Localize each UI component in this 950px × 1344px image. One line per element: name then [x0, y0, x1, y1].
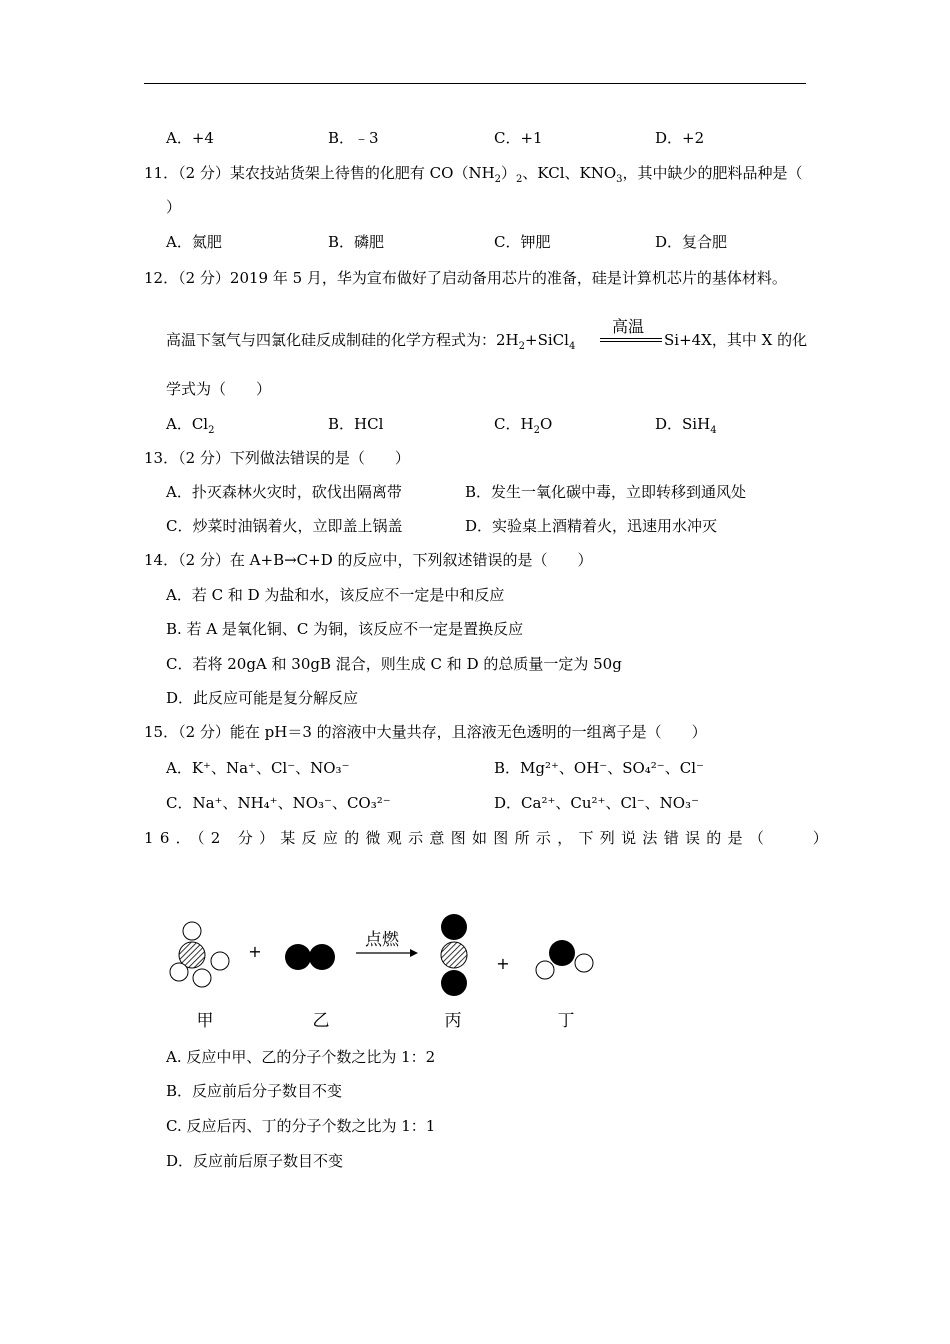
q14-stem: 14．（2 分）在 A+B→C+D 的反应中，下列叙述错误的是（ ）	[144, 551, 593, 569]
q16-option-b: B．反应前后分子数目不变	[166, 1082, 343, 1100]
molecule-bing	[441, 914, 467, 996]
q12-stem: 12．（2 分）2019 年 5 月，华为宣布做好了启动备用芯片的准备，硅是计算机芯片的基体材料。	[144, 269, 787, 287]
reaction-micro-diagram	[160, 905, 620, 1035]
q13-option-a: A．扑灭森林火灾时，砍伐出隔离带	[166, 483, 402, 501]
q13-option-d: D．实验桌上酒精着火，迅速用水冲灭	[465, 517, 718, 535]
label-yi: 乙	[312, 1011, 330, 1031]
molecule-yi	[285, 944, 335, 970]
plus-sign-2: +	[496, 954, 510, 973]
q12-option-c: C．$H_2O$	[494, 415, 553, 436]
q11-option-a: A．氮肥	[166, 233, 222, 251]
q12-stem-cont: 学式为（ ）	[166, 380, 272, 398]
header-rule	[144, 83, 806, 84]
q12-equation-right: Si+4X，其中 X 的化	[664, 331, 808, 349]
q11-stem-cont: ）	[166, 198, 182, 216]
label-jia: 甲	[196, 1011, 214, 1031]
q12-option-a: A．$Cl_2$	[166, 415, 215, 436]
q12-equation-left: 高温下氢气与四氯化硅反成制硅的化学方程式为：$2H_2+SiCl_4$	[166, 331, 576, 352]
q12-option-d: D．SiH$_4$	[655, 415, 717, 436]
molecule-jia	[170, 922, 229, 987]
q15-stem: 15．（2 分）能在 pH＝3 的溶液中大量共存，且溶液无色透明的一组离子是（ ）	[144, 723, 707, 741]
q14-option-d: D．此反应可能是复分解反应	[166, 689, 359, 707]
q14-option-a: A．若 C 和 D 为盐和水，该反应不一定是中和反应	[166, 586, 505, 604]
q11-stem: 11．（2 分）某农技站货架上待售的化肥有 $CO(NH_2)_2$、KCl、$KNO_3$，其中缺少的肥料品种是（	[144, 164, 803, 185]
q14-option-c: C．若将 20gA 和 30gB 混合，则生成 C 和 D 的总质量一定为 50g	[166, 655, 622, 673]
label-ding: 丁	[557, 1011, 575, 1031]
q10-option-c: C．+1	[494, 129, 543, 147]
q15-option-d: D．Ca²⁺、Cu²⁺、Cl⁻、NO₃⁻	[494, 794, 699, 812]
label-bing: 丙	[444, 1011, 462, 1031]
q14-option-b: B. 若 A 是氧化铜、C 为铜，该反应不一定是置换反应	[166, 620, 524, 638]
q13-option-c: C．炒菜时油锅着火，立即盖上锅盖	[166, 517, 403, 535]
q16-option-c: C. 反应后丙、丁的分子个数之比为 1：1	[166, 1117, 436, 1135]
plus-sign-1: +	[248, 942, 262, 961]
q13-option-b: B．发生一氧化碳中毒，立即转移到通风处	[465, 483, 747, 501]
reaction-arrow	[356, 949, 418, 957]
q12-option-b: B．HCl	[328, 415, 384, 433]
reaction-condition: 高温	[612, 317, 645, 336]
q10-option-a: A．+4	[166, 129, 214, 147]
q11-option-d: D．复合肥	[655, 233, 728, 251]
q13-stem: 13．（2 分）下列做法错误的是（ ）	[144, 449, 410, 467]
arrow-label: 点燃	[365, 930, 399, 950]
q15-option-a: A．K⁺、Na⁺、Cl⁻、NO₃⁻	[166, 759, 350, 777]
q16-option-a: A. 反应中甲、乙的分子个数之比为 1：2	[166, 1048, 436, 1066]
q16-stem: 16．（2 分）某反应的微观示意图如图所示，下列说法错误的是（ ）	[144, 829, 835, 847]
q15-option-c: C．Na⁺、NH₄⁺、NO₃⁻、CO₃²⁻	[166, 794, 391, 812]
q16-option-d: D．反应前后原子数目不变	[166, 1152, 344, 1170]
q10-option-d: D．+2	[655, 129, 705, 147]
molecule-ding	[536, 940, 593, 979]
q10-option-b: B．﹣3	[328, 129, 379, 147]
q11-option-b: B．磷肥	[328, 233, 385, 251]
q11-option-c: C．钾肥	[494, 233, 551, 251]
q15-option-b: B．Mg²⁺、OH⁻、SO₄²⁻、Cl⁻	[494, 759, 704, 777]
